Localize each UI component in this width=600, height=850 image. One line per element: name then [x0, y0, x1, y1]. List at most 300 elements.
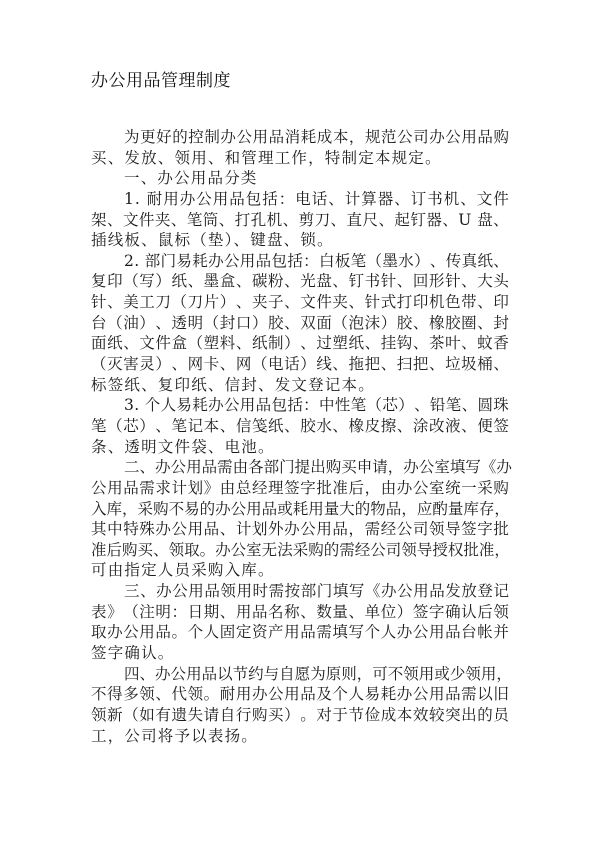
text-glyph: 统 [445, 478, 461, 497]
text-glyph: 笺 [251, 416, 268, 435]
text-glyph: 门 [279, 458, 295, 477]
text-glyph: 水 [316, 416, 332, 435]
text-glyph: 填 [449, 458, 466, 477]
text-glyph: ， [348, 128, 365, 146]
text-glyph: 易 [176, 396, 192, 415]
text-glyph: 台 [461, 623, 477, 642]
text-glyph: 的 [323, 540, 340, 559]
text-glyph: 办 [208, 251, 224, 270]
text-glyph: 购 [251, 705, 268, 724]
text-glyph: 行 [235, 705, 252, 724]
text-glyph: 1 [124, 189, 134, 208]
text-glyph: 效 [412, 705, 429, 724]
text-glyph: 室 [434, 458, 450, 477]
text-glyph: 改 [428, 416, 445, 435]
text-glyph: 形 [428, 272, 445, 291]
text-glyph: 、 [171, 355, 187, 374]
text-glyph: 头 [493, 272, 509, 291]
text-glyph: 司 [412, 520, 429, 539]
text-glyph: 取 [184, 540, 200, 559]
text-line [91, 622, 509, 643]
text-glyph: 用 [413, 582, 429, 601]
text-glyph: 打 [396, 293, 413, 312]
text-glyph: 用 [252, 128, 269, 146]
text-glyph: 中 [107, 520, 123, 539]
text-glyph: 算 [361, 189, 377, 208]
text-glyph: 圆 [477, 396, 493, 415]
text-glyph: 话 [311, 189, 328, 208]
text-glyph: 领 [168, 540, 185, 559]
text-glyph: 期 [203, 602, 220, 621]
text-glyph: 明 [155, 602, 171, 621]
text-glyph: 公 [91, 478, 107, 497]
text-glyph: 蚊 [477, 334, 493, 353]
text-glyph: 用 [212, 189, 229, 208]
text-glyph: 其 [91, 520, 107, 539]
text-glyph: 、 [380, 355, 397, 374]
text-glyph: 写 [139, 272, 155, 291]
text-glyph: 件 [493, 189, 509, 208]
text-glyph: 的 [172, 128, 188, 146]
text-glyph: 公 [370, 540, 386, 559]
text-glyph: 部 [144, 251, 161, 270]
text-glyph: 员 [493, 705, 509, 724]
text-glyph: 旧 [493, 685, 509, 704]
text-glyph: 笔 [445, 396, 462, 415]
text-line-content: 可由指定人员采购入库。 [91, 561, 275, 580]
text-glyph: 量 [332, 602, 348, 621]
text-line-content: 一、办公用品分类 [124, 169, 258, 188]
text-glyph [139, 251, 144, 272]
text-glyph: 品 [251, 602, 268, 621]
text-glyph: 经 [380, 520, 397, 539]
text-glyph: 采 [477, 478, 493, 497]
text-glyph: 字 [300, 478, 316, 497]
text-line [91, 726, 509, 747]
text-glyph: 起 [394, 210, 410, 229]
text-glyph: 领 [493, 602, 509, 621]
text-glyph: 表 [91, 602, 107, 621]
text-glyph: 用 [284, 685, 300, 704]
text-glyph: 3 [124, 396, 134, 415]
text-line [91, 602, 509, 623]
text-glyph: 茶 [428, 334, 445, 353]
text-glyph: ， [356, 664, 373, 683]
text-glyph: 签 [493, 416, 509, 435]
text-glyph: 圈 [461, 313, 477, 332]
text-line [91, 581, 509, 602]
text-glyph: ， [496, 664, 512, 683]
text-glyph: 办 [208, 396, 224, 415]
text-glyph: 、 [378, 210, 394, 229]
text-glyph: 写 [348, 623, 365, 642]
text-glyph: 存 [478, 499, 495, 518]
text-glyph: 扫 [396, 355, 413, 374]
text-glyph: 后 [348, 478, 365, 497]
text-glyph: 用 [188, 582, 204, 601]
text-glyph: 酌 [432, 499, 448, 518]
text-glyph: 约 [248, 664, 264, 683]
text-line [91, 333, 509, 354]
text-glyph: . [134, 251, 140, 270]
text-glyph: 人 [348, 685, 365, 704]
text-glyph: 大 [339, 499, 355, 518]
text-glyph: 、 [412, 334, 429, 353]
text-glyph: 节 [232, 664, 249, 683]
text-glyph: 。 [171, 623, 187, 642]
text-glyph: 由 [232, 458, 249, 477]
text-glyph: 沫 [364, 313, 381, 332]
text-glyph: 原 [325, 664, 342, 683]
text-glyph: 认 [461, 602, 477, 621]
text-glyph: 新 [107, 705, 123, 724]
text-glyph: 授 [432, 540, 448, 559]
text-glyph: 、 [123, 334, 139, 353]
text-glyph: 文 [476, 189, 493, 208]
text-glyph: 本 [396, 705, 413, 724]
text-glyph: ： [171, 602, 187, 621]
text-glyph: 应 [416, 499, 433, 518]
text-glyph: 较 [428, 705, 445, 724]
text-glyph: 办 [396, 478, 413, 497]
text-glyph: 胶 [445, 313, 461, 332]
text-line [91, 437, 509, 458]
text-glyph: 俭 [364, 705, 381, 724]
text-glyph: 填 [332, 623, 348, 642]
text-glyph: 与 [263, 664, 280, 683]
text-glyph: 、 [412, 313, 429, 332]
text-glyph: . [134, 396, 140, 415]
text-glyph: 、 [477, 293, 493, 312]
text-glyph: 、 [429, 251, 446, 270]
text-glyph: 、 [460, 189, 476, 208]
text-glyph: 、 [428, 355, 445, 374]
text-glyph: 用 [461, 128, 477, 146]
text-glyph: 笔 [350, 251, 367, 270]
text-glyph: 以 [477, 685, 493, 704]
text-glyph: 人 [380, 623, 397, 642]
text-glyph: 品 [300, 623, 316, 642]
text-line [91, 271, 509, 292]
text-glyph: 品 [300, 685, 316, 704]
text-glyph: 式 [380, 293, 397, 312]
text-glyph: 申 [356, 458, 373, 477]
text-glyph: 用 [235, 685, 252, 704]
text-glyph: 理 [268, 478, 284, 497]
text-glyph: 片 [203, 293, 220, 312]
text-glyph: 、 [170, 210, 187, 229]
text-glyph: 用 [186, 664, 202, 683]
text-glyph: 办 [220, 128, 236, 146]
text-glyph: 液 [445, 416, 461, 435]
text-glyph: 字 [477, 520, 493, 539]
text-glyph: 并 [493, 623, 509, 642]
text-glyph: 办 [284, 520, 300, 539]
text-glyph: 品 [229, 189, 245, 208]
text-line [91, 354, 509, 375]
text-glyph: 线 [316, 355, 332, 374]
text-glyph: 中 [319, 396, 335, 415]
text-glyph: 多 [123, 685, 139, 704]
text-glyph: 、 [493, 355, 509, 374]
text-glyph: 用 [284, 623, 300, 642]
text-glyph: 、 [442, 210, 458, 229]
text-glyph: 本 [332, 128, 349, 146]
text-glyph: 用 [239, 251, 256, 270]
text-glyph: 由 [380, 478, 397, 497]
text-glyph: 办 [215, 540, 231, 559]
text-glyph: 资 [251, 623, 268, 642]
text-glyph [139, 395, 144, 416]
text-glyph: 筒 [202, 210, 219, 229]
text-glyph: 品 [204, 582, 220, 601]
text-glyph: 于 [332, 705, 348, 724]
text-glyph: 便 [477, 416, 493, 435]
text-glyph: 用 [186, 458, 202, 477]
text-glyph: 水 [398, 251, 414, 270]
text-glyph: 把 [412, 355, 429, 374]
text-glyph: 《 [364, 582, 381, 601]
text-glyph: 买 [268, 705, 284, 724]
document-title: 办公用品管理制度 [91, 71, 231, 91]
text-glyph: 品 [445, 623, 461, 642]
text-glyph: 名 [268, 602, 284, 621]
text-glyph: 领 [401, 540, 417, 559]
text-glyph: 、 [155, 313, 171, 332]
text-glyph: 为 [310, 664, 326, 683]
text-glyph: 划 [187, 478, 204, 497]
text-glyph: 品 [429, 582, 445, 601]
text-glyph: 对 [316, 705, 332, 724]
text-glyph: 纸 [171, 272, 187, 291]
text-glyph: 买 [137, 540, 154, 559]
text-glyph: （ [123, 705, 139, 724]
text-glyph: 泡 [348, 313, 365, 332]
text-glyph: 电 [268, 355, 284, 374]
text-glyph: 公 [230, 540, 247, 559]
text-glyph: 耗 [380, 685, 397, 704]
text-glyph: 提 [294, 458, 311, 477]
text-glyph: 料 [219, 334, 236, 353]
text-glyph: 批 [316, 478, 332, 497]
text-glyph: （ [107, 416, 123, 435]
text-glyph: 用 [187, 520, 204, 539]
text-glyph: 不 [91, 685, 107, 704]
text-glyph: 签 [284, 478, 300, 497]
text-glyph: 品 [261, 499, 278, 518]
text-glyph: 需 [217, 458, 233, 477]
text-glyph: 需 [364, 520, 381, 539]
text-glyph: 成 [380, 705, 397, 724]
text-glyph: 耗 [292, 499, 309, 518]
text-glyph: 件 [155, 334, 171, 353]
text-line [91, 168, 509, 189]
text-glyph: （ [123, 602, 139, 621]
text-glyph: 钉 [348, 272, 365, 291]
text-glyph: 墨 [382, 251, 398, 270]
text-glyph: 印 [107, 272, 123, 291]
text-glyph: 填 [332, 582, 349, 601]
text-glyph: 圾 [461, 355, 477, 374]
text-glyph: 双 [300, 313, 316, 332]
text-glyph: 、 [235, 272, 252, 291]
text-glyph: 注 [139, 602, 155, 621]
text-glyph: 公 [170, 664, 187, 683]
text-glyph: 产 [268, 623, 284, 642]
text-glyph: 盒 [171, 334, 187, 353]
text-glyph: 需 [339, 540, 355, 559]
text-glyph: 耗 [192, 396, 208, 415]
text-glyph: 量 [447, 499, 464, 518]
text-glyph: 、 [348, 293, 365, 312]
text-glyph: 公 [172, 582, 188, 601]
text-glyph: 如 [139, 705, 155, 724]
text-glyph: 公 [170, 458, 187, 477]
text-glyph: 包 [245, 189, 262, 208]
text-glyph: 包 [271, 251, 287, 270]
text-glyph: 、 [235, 293, 252, 312]
text-glyph: 信 [235, 416, 252, 435]
text-glyph: 、 [328, 189, 344, 208]
text-glyph: 得 [107, 685, 123, 704]
text-glyph: 、 [348, 602, 365, 621]
text-glyph: 批 [463, 540, 479, 559]
text-glyph: 塑 [203, 334, 220, 353]
text-glyph: 公 [123, 623, 139, 642]
text-glyph: 品 [477, 128, 493, 146]
text-glyph: 入 [91, 499, 107, 518]
text-glyph: 库 [463, 499, 479, 518]
text-glyph: 导 [416, 540, 433, 559]
text-glyph: 用 [236, 582, 252, 601]
text-glyph: 易 [184, 499, 200, 518]
text-glyph: 购 [122, 540, 138, 559]
text-glyph: 总 [235, 478, 252, 497]
text-line-content: 工，公司将予以表扬。 [91, 726, 259, 745]
text-glyph: 。 [300, 705, 316, 724]
text-glyph: 范 [381, 128, 397, 146]
text-glyph: 固 [219, 623, 236, 642]
text-glyph: 、 [284, 272, 300, 291]
text-glyph: 少 [449, 664, 466, 683]
text-glyph: 、 [461, 416, 477, 435]
text-glyph: 遗 [171, 705, 187, 724]
text-glyph: （ [187, 334, 204, 353]
text-glyph: 胶 [396, 313, 413, 332]
text-glyph: 纸 [268, 416, 284, 435]
text-line-content: 签字确认。 [91, 644, 175, 663]
text-glyph: 、 [394, 189, 410, 208]
text-glyph: 电 [295, 189, 311, 208]
text-glyph: 用 [107, 478, 123, 497]
text-glyph: 剪 [298, 210, 315, 229]
text-glyph: 或 [434, 664, 450, 683]
text-glyph: 的 [199, 499, 216, 518]
text-glyph: 、 [300, 602, 316, 621]
text-line [91, 127, 509, 148]
text-glyph: 品 [255, 251, 272, 270]
text-glyph: 、 [139, 664, 156, 683]
text-glyph: 购 [153, 499, 169, 518]
text-glyph: 公 [223, 396, 240, 415]
text-glyph: 件 [138, 210, 155, 229]
text-glyph: 办 [215, 499, 231, 518]
text-glyph: 书 [364, 272, 381, 291]
text-glyph: 、 [187, 272, 204, 291]
text-line [91, 230, 509, 251]
text-glyph: ， [364, 478, 381, 497]
text-glyph: 、 [493, 251, 509, 270]
text-line [91, 560, 509, 581]
text-glyph: 时 [252, 582, 269, 601]
text-glyph: 用 [418, 664, 435, 683]
text-glyph: 四 [124, 664, 140, 683]
text-glyph: 确 [445, 602, 461, 621]
text-line [91, 643, 509, 664]
text-glyph: 碳 [251, 272, 268, 291]
text-line [91, 395, 509, 416]
text-glyph: 光 [300, 272, 316, 291]
text-glyph: 大 [477, 272, 493, 291]
text-glyph: 领 [187, 685, 204, 704]
text-glyph: 》 [107, 602, 123, 621]
text-glyph: 公 [171, 520, 187, 539]
text-glyph: 白 [319, 251, 335, 270]
text-glyph: 办 [381, 582, 397, 601]
text-glyph: 橡 [428, 313, 445, 332]
text-glyph: 用 [239, 396, 256, 415]
text-glyph: 为 [124, 128, 140, 146]
text-glyph: 笔 [350, 396, 367, 415]
text-glyph: 办 [107, 623, 123, 642]
text-glyph: 规 [364, 128, 381, 146]
text-glyph: 代 [171, 685, 187, 704]
text-glyph: 话 [284, 355, 300, 374]
text-glyph: 、 [461, 334, 477, 353]
text-line [91, 375, 509, 396]
text-glyph: 用 [316, 520, 332, 539]
text-glyph: 、 [107, 293, 123, 312]
text-glyph: 耐 [146, 189, 163, 208]
text-glyph: 文 [122, 210, 139, 229]
text-line-content: 条、透明文件袋、电池。 [91, 437, 275, 456]
text-glyph: 件 [316, 293, 332, 312]
text-glyph [141, 189, 146, 210]
text-glyph: 发 [445, 582, 461, 601]
text-glyph: 、 [153, 540, 169, 559]
text-glyph: 批 [493, 520, 509, 539]
text-glyph: 可 [372, 664, 388, 683]
text-glyph: 人 [160, 396, 177, 415]
text-glyph: 写 [465, 458, 481, 477]
text-glyph: 架 [91, 210, 107, 229]
text-glyph: 购 [308, 540, 324, 559]
text-glyph: 的 [477, 705, 493, 724]
text-glyph: 成 [316, 128, 333, 146]
text-glyph: 色 [445, 293, 461, 312]
text-glyph: ， [494, 540, 510, 559]
text-glyph: 公 [412, 685, 429, 704]
text-glyph: 计 [344, 189, 361, 208]
text-glyph: 办 [155, 458, 171, 477]
text-glyph: 叶 [445, 334, 461, 353]
text-glyph: 日 [187, 602, 204, 621]
text-glyph: ） [396, 602, 413, 621]
text-glyph: 涂 [412, 416, 429, 435]
text-glyph: 、 [219, 416, 236, 435]
text-glyph: 括 [262, 189, 278, 208]
text-glyph: 领 [428, 520, 445, 539]
